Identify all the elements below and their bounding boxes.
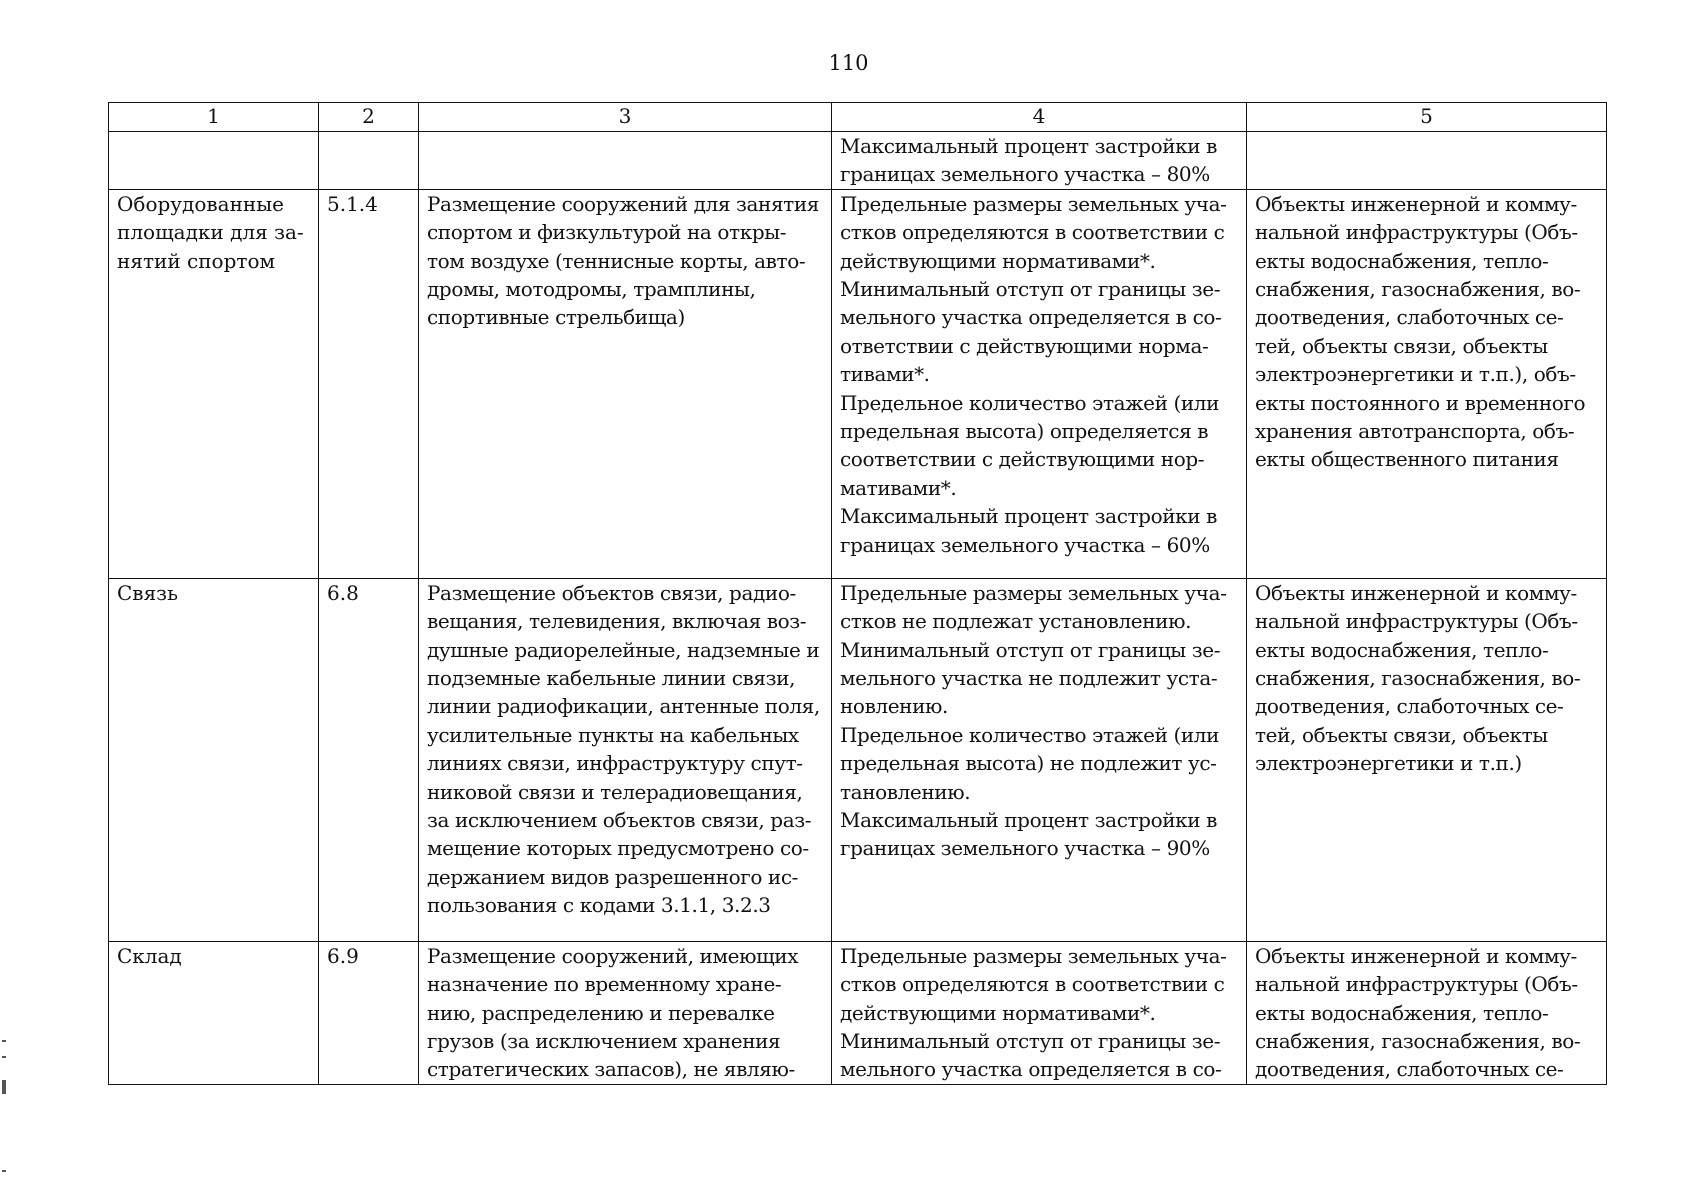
- use-parameters-cell: Максимальный процент застройки в границах земельного участка – 80%: [832, 132, 1247, 190]
- table-body: [109, 132, 1607, 1085]
- use-parameters-cell: Предельные размеры земельных уча- стков определяются в соответствии с действующими нормативами*. Минимальный отступ от границы зе- мельного участка определяется в со- ответствии с действующими норма- тивами*. Предельное количество этажей (или предельная высота) определяется в соответствии с действующими нор- мативами*. Максимальный процент застройки в границах земельного участка – 60%: [832, 189, 1247, 578]
- table-row: [109, 132, 1607, 190]
- table-row: [109, 189, 1607, 578]
- use-name-cell: Связь: [109, 578, 319, 941]
- auxiliary-uses-cell: Объекты инженерной и комму- нальной инфраструктуры (Объ- екты водоснабжения, тепло- снабжения, газоснабжения, во- доотведения, слаботочных се- тей, объекты связи, объекты электроэнергетики и т.п.): [1247, 578, 1607, 941]
- use-parameters-cell: Предельные размеры земельных уча- стков не подлежат установлению. Минимальный отступ от границы зе- мельного участка не подлежит уста- новлению. Предельное количество этажей (или предельная высота) не подлежит ус- тановлению. Максимальный процент застройки в границах земельного участка – 90%: [832, 578, 1247, 941]
- header-col-1: 1: [109, 103, 319, 132]
- use-code-cell: [319, 132, 419, 190]
- use-name-cell: [109, 132, 319, 190]
- auxiliary-uses-cell: Объекты инженерной и комму- нальной инфраструктуры (Объ- екты водоснабжения, тепло- снабжения, газоснабжения, во- доотведения, слаботочных се- тей, объекты связи, объекты электроэнергетики и т.п.), объ- екты постоянного и временного хранения автотранспорта, объ- екты общественного питания: [1247, 189, 1607, 578]
- use-parameters-cell: Предельные размеры земельных уча- стков определяются в соответствии с действующими нормативами*. Минимальный отступ от границы зе- мельного участка определяется в со-: [832, 941, 1247, 1084]
- use-code-cell: 6.9: [319, 941, 419, 1084]
- auxiliary-uses-cell: [1247, 132, 1607, 190]
- table-row: [109, 941, 1607, 1084]
- scan-artifact-mark: [2, 1056, 6, 1058]
- scan-artifact-mark: [2, 1080, 6, 1094]
- table-header: [109, 103, 1607, 132]
- scan-artifact-mark: [2, 1170, 6, 1172]
- header-col-3: 3: [419, 103, 832, 132]
- use-description-cell: Размещение сооружений для занятия спортом и физкультурой на откры- том воздухе (теннисные корты, авто- дромы, мотодромы, трамплины, спортивные стрельбища): [419, 189, 832, 578]
- auxiliary-uses-cell: Объекты инженерной и комму- нальной инфраструктуры (Объ- екты водоснабжения, тепло- снабжения, газоснабжения, во- доотведения, слаботочных се-: [1247, 941, 1607, 1084]
- table-row: [109, 578, 1607, 941]
- land-use-table: [108, 102, 1607, 1085]
- use-description-cell: [419, 132, 832, 190]
- use-code-cell: 6.8: [319, 578, 419, 941]
- use-description-cell: Размещение сооружений, имеющих назначение по временному хране- нию, распределению и перевалке грузов (за исключением хранения стратегических запасов), не являю-: [419, 941, 832, 1084]
- page-number: 110: [828, 51, 869, 75]
- use-name-cell: Оборудованные площадки для за- нятий спортом: [109, 189, 319, 578]
- scan-artifact-mark: [2, 1040, 6, 1042]
- use-description-cell: Размещение объектов связи, радио- вещания, телевидения, включая воз- душные радиорелейные, надземные и подземные кабельные линии связи, линии радиофикации, антенные поля, усилительные пункты на кабельных линиях связи, инфраструктуру спут- никовой связи и телерадиовещания, за исключением объектов связи, раз- мещение которых предусмотрено со- держанием видов разрешенного ис- пользования с кодами 3.1.1, 3.2.3: [419, 578, 832, 941]
- header-col-4: 4: [832, 103, 1247, 132]
- use-code-cell: 5.1.4: [319, 189, 419, 578]
- use-name-cell: Склад: [109, 941, 319, 1084]
- header-row: [109, 103, 1607, 132]
- header-col-2: 2: [319, 103, 419, 132]
- header-col-5: 5: [1247, 103, 1607, 132]
